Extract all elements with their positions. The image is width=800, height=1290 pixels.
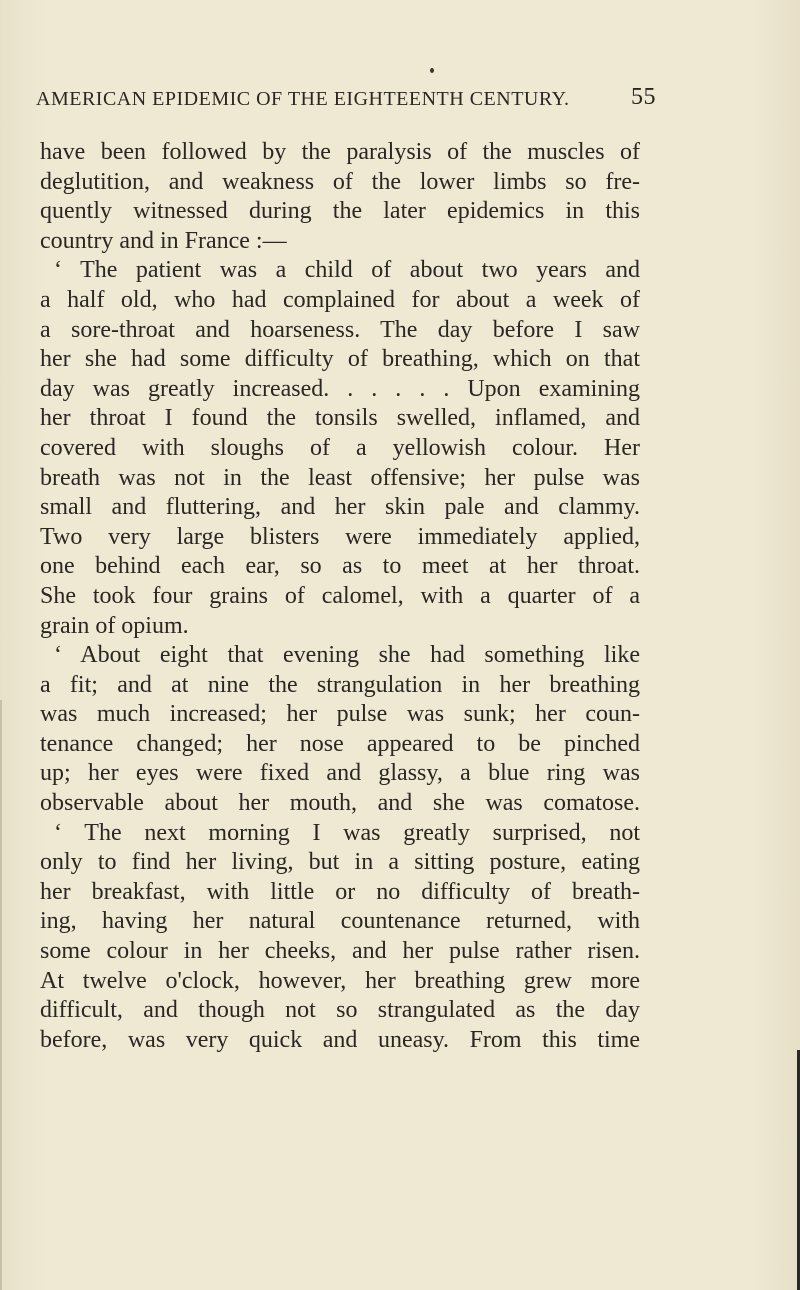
text-line: up; her eyes were fixed and glassy, a blue ring was <box>40 760 640 787</box>
text-line: some colour in her cheeks, and her pulse rather risen. <box>40 938 640 965</box>
text-line: a fit; and at nine the strangulation in her breathing <box>40 671 640 698</box>
running-head-title: AMERICAN EPIDEMIC OF THE EIGHTEENTH CENTURY. <box>36 88 570 110</box>
page-left-edge-shadow <box>0 700 2 1290</box>
text-line: breath was not in the least offensive; her pulse was <box>40 464 640 491</box>
text-line: ing, having her natural countenance returned, with <box>40 908 640 935</box>
text-line: a half old, who had complained for about a week of <box>40 286 640 313</box>
text-line: one behind each ear, so as to meet at her throat. <box>40 553 640 580</box>
text-line: ‘ The next morning I was greatly surprised, not <box>54 819 640 846</box>
text-line: observable about her mouth, and she was comatose. <box>40 790 640 817</box>
text-line: deglutition, and weakness of the lower limbs so fre- <box>40 168 640 195</box>
text-line: quently witnessed during the later epidemics in this <box>40 198 640 225</box>
text-line: covered with sloughs of a yellowish colour. Her <box>40 434 640 461</box>
body-text <box>40 138 640 1055</box>
text-line: ‘ The patient was a child of about two years and <box>54 257 640 284</box>
text-line: her she had some difficulty of breathing, which on that <box>40 346 640 373</box>
text-line: only to find her living, but in a sitting posture, eating <box>40 849 640 876</box>
text-line: before, was very quick and uneasy. From this time <box>40 1026 640 1053</box>
text-line: Two very large blisters were immediately applied, <box>40 523 640 550</box>
text-line: At twelve o'clock, however, her breathing grew more <box>40 967 640 994</box>
text-line: country and in France :— <box>40 227 287 254</box>
page-number: 55 <box>631 84 656 110</box>
running-head <box>36 84 656 111</box>
text-line: grain of opium. <box>40 612 189 639</box>
text-line: was much increased; her pulse was sunk; her coun- <box>40 701 640 728</box>
text-line: She took four grains of calomel, with a quarter of a <box>40 582 640 609</box>
text-line: her breakfast, with little or no difficulty of breath- <box>40 878 640 905</box>
print-speck <box>430 68 434 73</box>
text-line: day was greatly increased. . . . . . Upon examining <box>40 375 640 402</box>
text-line: her throat I found the tonsils swelled, inflamed, and <box>40 405 640 432</box>
text-line: tenance changed; her nose appeared to be pinched <box>40 730 640 757</box>
text-line: a sore-throat and hoarseness. The day before I saw <box>40 316 640 343</box>
text-line: ‘ About eight that evening she had something like <box>54 642 640 669</box>
text-line: difficult, and though not so strangulated as the day <box>40 997 640 1024</box>
text-line: small and fluttering, and her skin pale and clammy. <box>40 494 640 521</box>
text-line: have been followed by the paralysis of the muscles of <box>40 139 640 165</box>
